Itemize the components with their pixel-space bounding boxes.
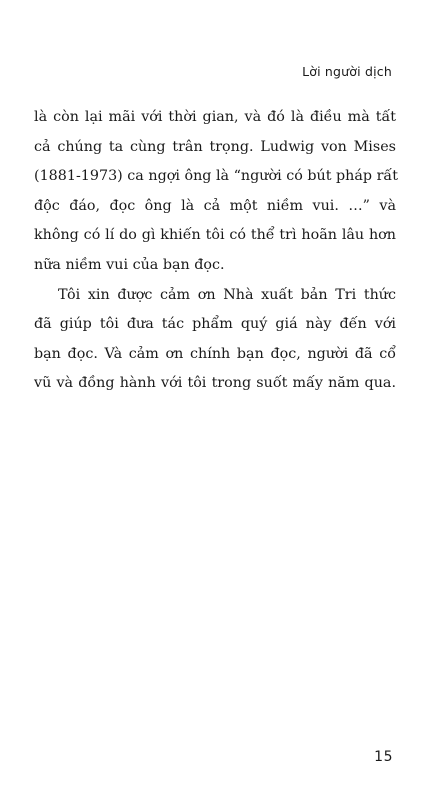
text-line: độc đáo, đọc ông là cả một niềm vui. …” và (34, 197, 396, 214)
page-number: 15 (374, 749, 393, 765)
paragraph-continuation (34, 103, 396, 281)
running-header-title: Lời người dịch (302, 64, 392, 79)
text-line: nữa niềm vui của bạn đọc. (34, 256, 225, 273)
text-line: là còn lại mãi với thời gian, và đó là điều mà tất (34, 109, 396, 125)
text-line: (1881-1973) ca ngợi ông là “người có bút pháp rất (34, 168, 398, 185)
text-line: đã giúp tôi đưa tác phẩm quý giá này đến với (34, 316, 396, 333)
body-text (34, 103, 396, 399)
text-line: cả chúng ta cùng trân trọng. Ludwig von Mises (34, 138, 396, 155)
text-line: không có lí do gì khiến tôi có thể trì hoãn lâu hơn (34, 227, 396, 244)
text-line: bạn đọc. Và cảm ơn chính bạn đọc, người đã cổ (34, 345, 396, 362)
paragraph-acknowledgement (34, 281, 396, 399)
text-line: Tôi xin được cảm ơn Nhà xuất bản Tri thức (58, 286, 396, 303)
text-line: vũ và đồng hành với tôi trong suốt mấy năm qua. (34, 375, 396, 392)
